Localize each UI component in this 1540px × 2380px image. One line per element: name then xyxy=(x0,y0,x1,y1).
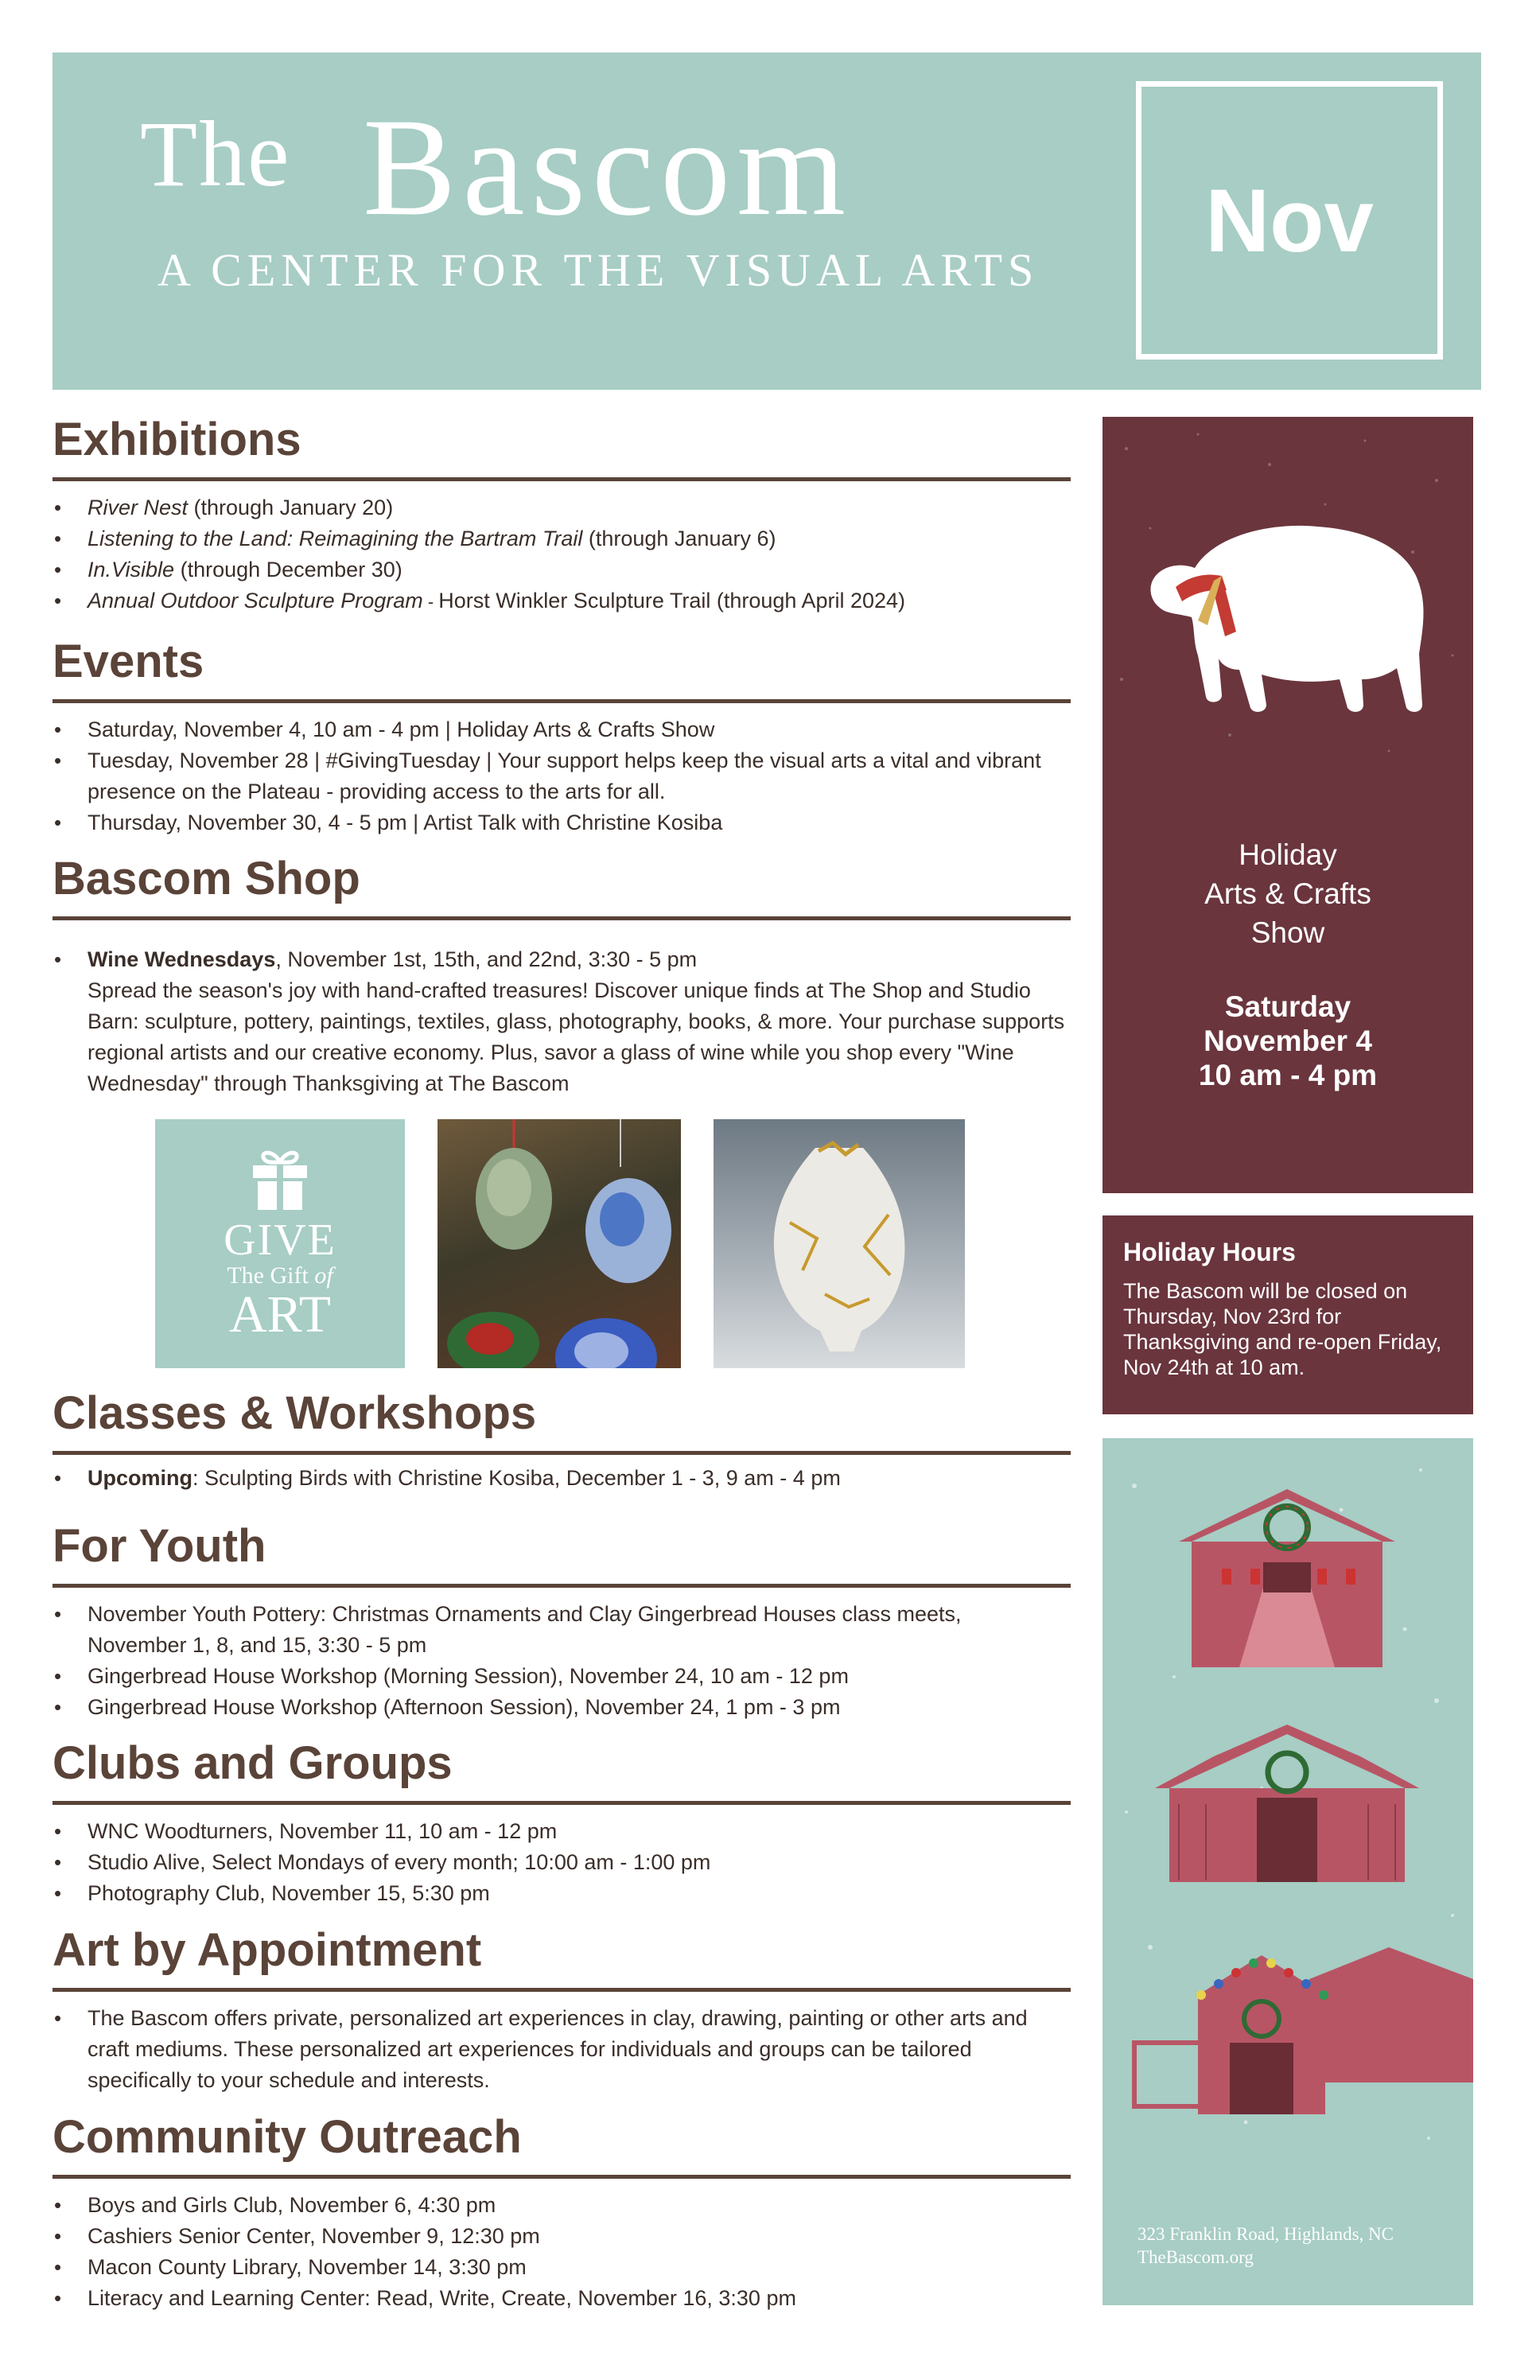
section-appointment xyxy=(52,1924,1071,2096)
section-divider xyxy=(52,1584,1071,1588)
section-clubs xyxy=(52,1737,1071,1909)
section-outreach xyxy=(52,2111,1071,2314)
section-title: For Youth xyxy=(52,1520,266,1572)
section-divider xyxy=(52,699,1071,703)
section-title: Community Outreach xyxy=(52,2111,522,2163)
section-title: Art by Appointment xyxy=(52,1924,482,1976)
exhibition-name: In.Visible xyxy=(88,558,175,581)
show-date-line: November 4 xyxy=(1204,1025,1372,1057)
exhibition-detail: Horst Winkler Sculpture Trail (through April 2024) xyxy=(438,589,906,612)
section-title: Classes & Workshops xyxy=(52,1387,537,1439)
give-the-gift-of-art-graphic xyxy=(155,1119,405,1368)
list-item: • Photography Club, November 15, 5:30 pm xyxy=(52,1878,1071,1909)
ornaments-illustration xyxy=(438,1119,681,1368)
holiday-hours-panel xyxy=(1102,1215,1473,1414)
barns-illustration-panel xyxy=(1102,1438,1473,2305)
holiday-hours-title: Holiday Hours xyxy=(1123,1238,1296,1266)
address: 323 Franklin Road, Highlands, NC xyxy=(1138,2224,1394,2244)
header-banner xyxy=(52,52,1481,390)
ornaments-photo xyxy=(438,1119,681,1368)
gift-icon xyxy=(250,1146,310,1211)
list-item xyxy=(52,554,1071,585)
list-item xyxy=(52,492,1071,523)
polar-bear-icon xyxy=(1102,417,1473,783)
section-title: Clubs and Groups xyxy=(52,1737,453,1789)
section-divider xyxy=(52,916,1071,920)
list-item: • Macon County Library, November 14, 3:30 pm xyxy=(52,2252,1071,2283)
kintsugi-pottery-photo xyxy=(714,1119,965,1368)
list-item: • Cashiers Senior Center, November 9, 12:30 pm xyxy=(52,2221,1071,2252)
list-item: • Gingerbread House Workshop (Afternoon Session), November 24, 1 pm - 3 pm xyxy=(52,1692,1071,1723)
exhibition-detail: (through January 6) xyxy=(582,527,776,550)
gift-line-art: ART xyxy=(228,1285,332,1344)
list-item xyxy=(52,1463,1071,1494)
section-classes xyxy=(52,1387,1071,1494)
exhibition-detail: (through January 20) xyxy=(188,496,394,519)
section-divider xyxy=(52,1801,1071,1805)
list-item: • WNC Woodturners, November 11, 10 am - 12 pm xyxy=(52,1816,1071,1847)
show-title-line: Show xyxy=(1250,916,1325,949)
section-divider xyxy=(52,477,1071,481)
exhibition-name: River Nest xyxy=(88,496,189,519)
holiday-show-panel xyxy=(1102,417,1473,1193)
show-title-line: Arts & Crafts xyxy=(1204,877,1371,910)
gift-text: The Gift xyxy=(227,1262,309,1289)
wine-wednesdays-dates: , November 1st, 15th, and 22nd, 3:30 - 5 pm xyxy=(275,947,698,971)
show-date xyxy=(1102,990,1473,1092)
section-divider xyxy=(52,2175,1071,2179)
logo-subtitle: A CENTER FOR THE VISUAL ARTS xyxy=(158,244,1040,296)
list-item: • Thursday, November 30, 4 - 5 pm | Artist Talk with Christine Kosiba xyxy=(52,807,1071,838)
show-date-line: 10 am - 4 pm xyxy=(1198,1059,1378,1091)
section-shop xyxy=(52,853,1071,1099)
address-block xyxy=(1138,2222,1394,2269)
list-item: • Gingerbread House Workshop (Morning Session), November 24, 10 am - 12 pm xyxy=(52,1661,1071,1692)
exhibition-separator: - xyxy=(422,592,439,612)
show-date-line: Saturday xyxy=(1224,990,1351,1023)
section-exhibitions xyxy=(52,414,1071,617)
section-divider xyxy=(52,1988,1071,1992)
section-divider xyxy=(52,1451,1071,1455)
list-item: • Boys and Girls Club, November 6, 4:30 pm xyxy=(52,2190,1071,2221)
section-title: Exhibitions xyxy=(52,414,301,465)
barn-icon xyxy=(1102,1438,1473,2186)
exhibition-name: Listening to the Land: Reimagining the Bartram Trail xyxy=(88,527,583,550)
list-item xyxy=(52,585,1071,617)
pottery-illustration xyxy=(714,1119,965,1368)
list-item: • Literacy and Learning Center: Read, Write, Create, November 16, 3:30 pm xyxy=(52,2283,1071,2314)
month-badge xyxy=(1136,81,1443,360)
section-youth xyxy=(52,1520,1071,1723)
month-label: Nov xyxy=(1205,170,1374,270)
holiday-hours-text: The Bascom will be closed on Thursday, Nov 23rd for Thanksgiving and re-open Friday, Nov 24th at 10 am. xyxy=(1123,1279,1442,1379)
logo-bascom: Bascom xyxy=(363,90,853,245)
list-item: • The Bascom offers private, personalized art experiences in clay, drawing, painting or other arts and craft mediums. These personalized art experiences for individuals and groups can be tailored specifically to your schedule and interests. xyxy=(52,2003,1071,2096)
list-item xyxy=(52,944,1071,1099)
section-title: Events xyxy=(52,636,204,687)
wine-wednesdays-label: Wine Wednesdays xyxy=(88,947,276,971)
exhibition-detail: (through December 30) xyxy=(174,558,402,581)
list-item xyxy=(52,523,1071,554)
logo-the: The xyxy=(140,102,291,206)
website[interactable]: TheBascom.org xyxy=(1138,2247,1254,2267)
section-events xyxy=(52,636,1071,838)
list-item: • Studio Alive, Select Mondays of every month; 10:00 am - 1:00 pm xyxy=(52,1847,1071,1878)
show-title-line: Holiday xyxy=(1239,838,1337,871)
upcoming-label: Upcoming xyxy=(88,1466,192,1490)
list-item: • Saturday, November 4, 10 am - 4 pm | Holiday Arts & Crafts Show xyxy=(52,714,1071,745)
gift-of-text: of xyxy=(314,1262,333,1289)
section-title: Bascom Shop xyxy=(52,853,360,904)
show-title xyxy=(1102,835,1473,952)
gift-line-give: GIVE xyxy=(224,1215,336,1265)
list-item: • November Youth Pottery: Christmas Ornaments and Clay Gingerbread Houses class meets, November 1, 8, and 15, 3:30 - 5 pm xyxy=(52,1599,975,1661)
list-item: • Tuesday, November 28 | #GivingTuesday | Your support helps keep the visual arts a vital and vibrant presence on the Plateau - providing access to the arts for all. xyxy=(52,745,1071,807)
upcoming-class: : Sculpting Birds with Christine Kosiba, December 1 - 3, 9 am - 4 pm xyxy=(192,1466,841,1490)
shop-description: Spread the season's joy with hand-crafted treasures! Discover unique finds at The Shop and Studio Barn: sculpture, pottery, paintings, textiles, glass, photography, books, & more. Your purchase supports regional artists and our creative economy. Plus, savor a glass of wine while you shop every "Wine Wednesday" through Thanksgiving at The Bascom xyxy=(88,978,1065,1095)
exhibition-name: Annual Outdoor Sculpture Program xyxy=(88,589,423,612)
